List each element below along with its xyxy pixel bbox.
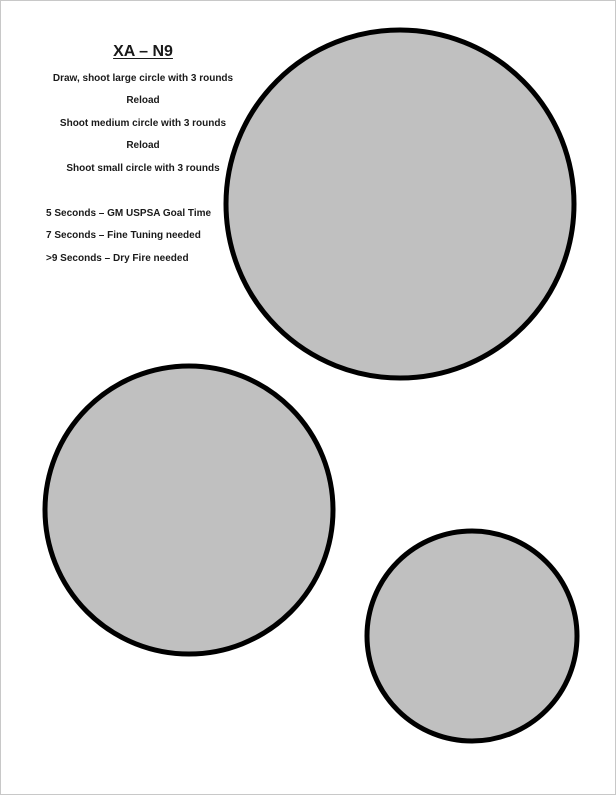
drill-title: XA – N9 (113, 43, 173, 60)
time-standard-gm: 5 Seconds – GM USPSA Goal Time (46, 208, 212, 219)
instruction-step-4: Reload (126, 140, 160, 151)
instruction-step-5: Shoot small circle with 3 rounds (66, 163, 220, 174)
instruction-step-1: Draw, shoot large circle with 3 rounds (52, 73, 234, 84)
medium-circle-target (45, 366, 333, 654)
time-standard-fine-tuning: 7 Seconds – Fine Tuning needed (46, 230, 201, 241)
small-circle-target (367, 531, 577, 741)
instruction-step-3: Shoot medium circle with 3 rounds (59, 118, 227, 129)
targets-layer (1, 1, 615, 794)
time-standard-dry-fire: >9 Seconds – Dry Fire needed (46, 253, 189, 264)
instruction-step-2: Reload (126, 95, 160, 106)
large-circle-target (226, 30, 574, 378)
